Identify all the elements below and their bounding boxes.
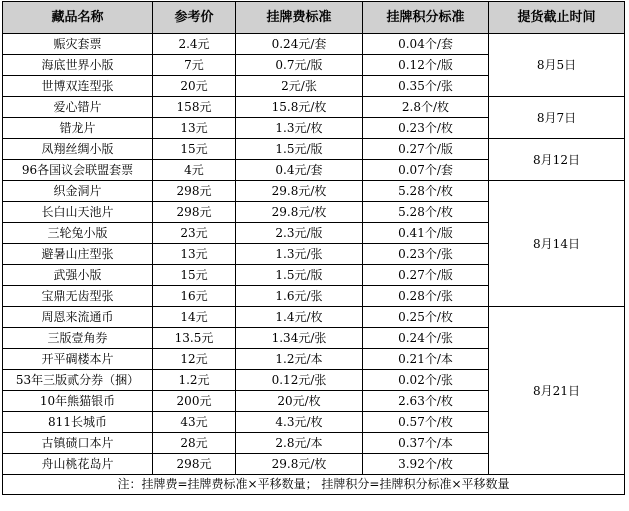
header-listing-points-standard: 挂牌积分标准 bbox=[363, 2, 489, 34]
listing-points-cell: 2.8个/枚 bbox=[363, 97, 489, 118]
table-row bbox=[3, 139, 625, 160]
listing-fee-cell: 2元/张 bbox=[236, 76, 363, 97]
listing-points-cell: 0.07个/套 bbox=[363, 160, 489, 181]
collection-name-cell: 96各国议会联盟套票 bbox=[3, 160, 153, 181]
collection-name-cell: 周恩来流通币 bbox=[3, 307, 153, 328]
reference-price-cell: 16元 bbox=[153, 286, 236, 307]
listing-fee-cell: 1.5元/版 bbox=[236, 265, 363, 286]
collection-name-cell: 53年三版贰分券（捆） bbox=[3, 370, 153, 391]
listing-points-cell: 0.02个/张 bbox=[363, 370, 489, 391]
reference-price-cell: 15元 bbox=[153, 139, 236, 160]
reference-price-cell: 298元 bbox=[153, 202, 236, 223]
pickup-deadline-cell: 8月5日 bbox=[489, 34, 625, 97]
listing-points-cell: 0.27个/版 bbox=[363, 139, 489, 160]
listing-fee-cell: 1.4元/枚 bbox=[236, 307, 363, 328]
listing-points-cell: 0.12个/版 bbox=[363, 55, 489, 76]
table-row bbox=[3, 181, 625, 202]
note-row bbox=[3, 475, 625, 495]
listing-points-cell: 5.28个/枚 bbox=[363, 202, 489, 223]
collection-name-cell: 织金洞片 bbox=[3, 181, 153, 202]
listing-points-cell: 3.92个/枚 bbox=[363, 454, 489, 475]
collection-name-cell: 三版壹角券 bbox=[3, 328, 153, 349]
footnote: 注：挂牌费=挂牌费标准×平移数量； 挂牌积分=挂牌积分标准×平移数量 bbox=[3, 475, 625, 495]
listing-points-cell: 2.63个/枚 bbox=[363, 391, 489, 412]
table-body bbox=[3, 34, 625, 495]
collection-name-cell: 三轮兔小版 bbox=[3, 223, 153, 244]
listing-points-cell: 0.23个/枚 bbox=[363, 118, 489, 139]
listing-points-cell: 0.37个/本 bbox=[363, 433, 489, 454]
listing-fee-cell: 4.3元/枚 bbox=[236, 412, 363, 433]
listing-fee-cell: 0.24元/套 bbox=[236, 34, 363, 55]
listing-fee-cell: 1.34元/张 bbox=[236, 328, 363, 349]
listing-points-cell: 0.57个/枚 bbox=[363, 412, 489, 433]
listing-fee-cell: 2.3元/版 bbox=[236, 223, 363, 244]
listing-points-cell: 0.25个/枚 bbox=[363, 307, 489, 328]
collection-name-cell: 开平碉楼本片 bbox=[3, 349, 153, 370]
collection-name-cell: 海底世界小版 bbox=[3, 55, 153, 76]
collection-name-cell: 爱心错片 bbox=[3, 97, 153, 118]
listing-points-cell: 0.21个/本 bbox=[363, 349, 489, 370]
listing-fee-cell: 0.4元/套 bbox=[236, 160, 363, 181]
reference-price-cell: 13元 bbox=[153, 118, 236, 139]
pickup-deadline-cell: 8月12日 bbox=[489, 139, 625, 181]
table-row bbox=[3, 34, 625, 55]
listing-fee-cell: 29.8元/枚 bbox=[236, 454, 363, 475]
listing-points-cell: 0.41个/版 bbox=[363, 223, 489, 244]
reference-price-cell: 158元 bbox=[153, 97, 236, 118]
reference-price-cell: 43元 bbox=[153, 412, 236, 433]
listing-fee-cell: 1.3元/张 bbox=[236, 244, 363, 265]
table-row bbox=[3, 97, 625, 118]
collection-name-cell: 10年熊猫银币 bbox=[3, 391, 153, 412]
table-row bbox=[3, 307, 625, 328]
collection-name-cell: 舟山桃花岛片 bbox=[3, 454, 153, 475]
reference-price-cell: 7元 bbox=[153, 55, 236, 76]
reference-price-cell: 12元 bbox=[153, 349, 236, 370]
reference-price-cell: 298元 bbox=[153, 454, 236, 475]
listing-fee-table bbox=[2, 1, 625, 495]
listing-fee-cell: 1.6元/张 bbox=[236, 286, 363, 307]
collection-name-cell: 武强小版 bbox=[3, 265, 153, 286]
listing-points-cell: 0.28个/张 bbox=[363, 286, 489, 307]
collection-name-cell: 811长城币 bbox=[3, 412, 153, 433]
collection-name-cell: 古镇碛口本片 bbox=[3, 433, 153, 454]
collection-name-cell: 宝鼎无齿型张 bbox=[3, 286, 153, 307]
listing-fee-cell: 0.7元/版 bbox=[236, 55, 363, 76]
pickup-deadline-cell: 8月7日 bbox=[489, 97, 625, 139]
reference-price-cell: 15元 bbox=[153, 265, 236, 286]
listing-fee-cell: 15.8元/枚 bbox=[236, 97, 363, 118]
listing-fee-cell: 29.8元/枚 bbox=[236, 181, 363, 202]
reference-price-cell: 13.5元 bbox=[153, 328, 236, 349]
header-row bbox=[3, 2, 625, 34]
listing-fee-cell: 0.12元/张 bbox=[236, 370, 363, 391]
pickup-deadline-cell: 8月14日 bbox=[489, 181, 625, 307]
reference-price-cell: 13元 bbox=[153, 244, 236, 265]
listing-fee-cell: 1.2元/本 bbox=[236, 349, 363, 370]
reference-price-cell: 1.2元 bbox=[153, 370, 236, 391]
listing-fee-cell: 1.5元/版 bbox=[236, 139, 363, 160]
pickup-deadline-cell: 8月21日 bbox=[489, 307, 625, 475]
collection-name-cell: 凤翔丝绸小版 bbox=[3, 139, 153, 160]
reference-price-cell: 298元 bbox=[153, 181, 236, 202]
listing-points-cell: 0.27个/版 bbox=[363, 265, 489, 286]
listing-points-cell: 0.04个/套 bbox=[363, 34, 489, 55]
reference-price-cell: 28元 bbox=[153, 433, 236, 454]
listing-points-cell: 0.23个/张 bbox=[363, 244, 489, 265]
reference-price-cell: 14元 bbox=[153, 307, 236, 328]
collection-name-cell: 世博双连型张 bbox=[3, 76, 153, 97]
collection-name-cell: 避暑山庄型张 bbox=[3, 244, 153, 265]
reference-price-cell: 23元 bbox=[153, 223, 236, 244]
collection-name-cell: 错龙片 bbox=[3, 118, 153, 139]
collection-name-cell: 长白山天池片 bbox=[3, 202, 153, 223]
header-collection-name: 藏品名称 bbox=[3, 2, 153, 34]
reference-price-cell: 2.4元 bbox=[153, 34, 236, 55]
header-pickup-deadline: 提货截止时间 bbox=[489, 2, 625, 34]
header-listing-fee-standard: 挂牌费标准 bbox=[236, 2, 363, 34]
listing-fee-cell: 29.8元/枚 bbox=[236, 202, 363, 223]
reference-price-cell: 4元 bbox=[153, 160, 236, 181]
reference-price-cell: 200元 bbox=[153, 391, 236, 412]
listing-points-cell: 5.28个/枚 bbox=[363, 181, 489, 202]
listing-points-cell: 0.35个/张 bbox=[363, 76, 489, 97]
listing-fee-cell: 1.3元/枚 bbox=[236, 118, 363, 139]
header-reference-price: 参考价 bbox=[153, 2, 236, 34]
collection-name-cell: 赈灾套票 bbox=[3, 34, 153, 55]
listing-points-cell: 0.24个/张 bbox=[363, 328, 489, 349]
listing-fee-cell: 20元/枚 bbox=[236, 391, 363, 412]
listing-fee-cell: 2.8元/本 bbox=[236, 433, 363, 454]
reference-price-cell: 20元 bbox=[153, 76, 236, 97]
